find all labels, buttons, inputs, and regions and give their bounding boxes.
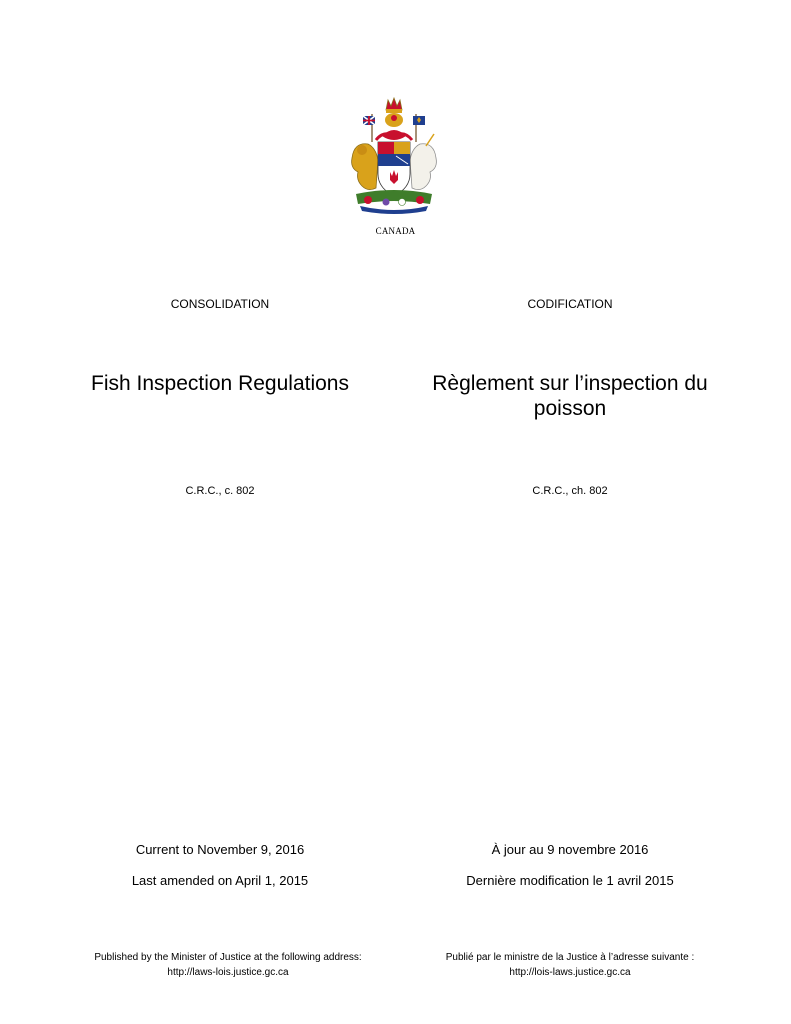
english-publisher-url[interactable]: http://laws-lois.justice.gc.ca: [167, 967, 289, 978]
french-publisher-text: Publié par le ministre de la Justice à l’adresse suivante :: [445, 952, 695, 963]
french-citation: C.R.C., ch. 802: [532, 485, 608, 497]
consolidation-label: CONSOLIDATION: [170, 297, 270, 311]
english-current-to: Current to November 9, 2016: [135, 842, 305, 857]
french-publisher-url[interactable]: http://lois-laws.justice.gc.ca: [509, 967, 631, 978]
english-title: Fish Inspection Regulations: [91, 372, 349, 395]
french-current-to: À jour au 9 novembre 2016: [491, 842, 649, 857]
coat-of-arms-icon: [346, 96, 442, 214]
english-last-amended: Last amended on April 1, 2015: [131, 873, 309, 888]
english-publisher-text: Published by the Minister of Justice at the following address:: [94, 952, 362, 963]
codification-label: CODIFICATION: [527, 297, 613, 311]
french-title: Règlement sur l’inspection du poisson: [432, 372, 708, 420]
french-publisher: [395, 950, 745, 980]
french-last-amended: Dernière modification le 1 avril 2015: [466, 873, 674, 888]
english-publisher: [60, 950, 396, 980]
country-name: CANADA: [375, 226, 416, 236]
english-citation: C.R.C., c. 802: [185, 485, 255, 497]
